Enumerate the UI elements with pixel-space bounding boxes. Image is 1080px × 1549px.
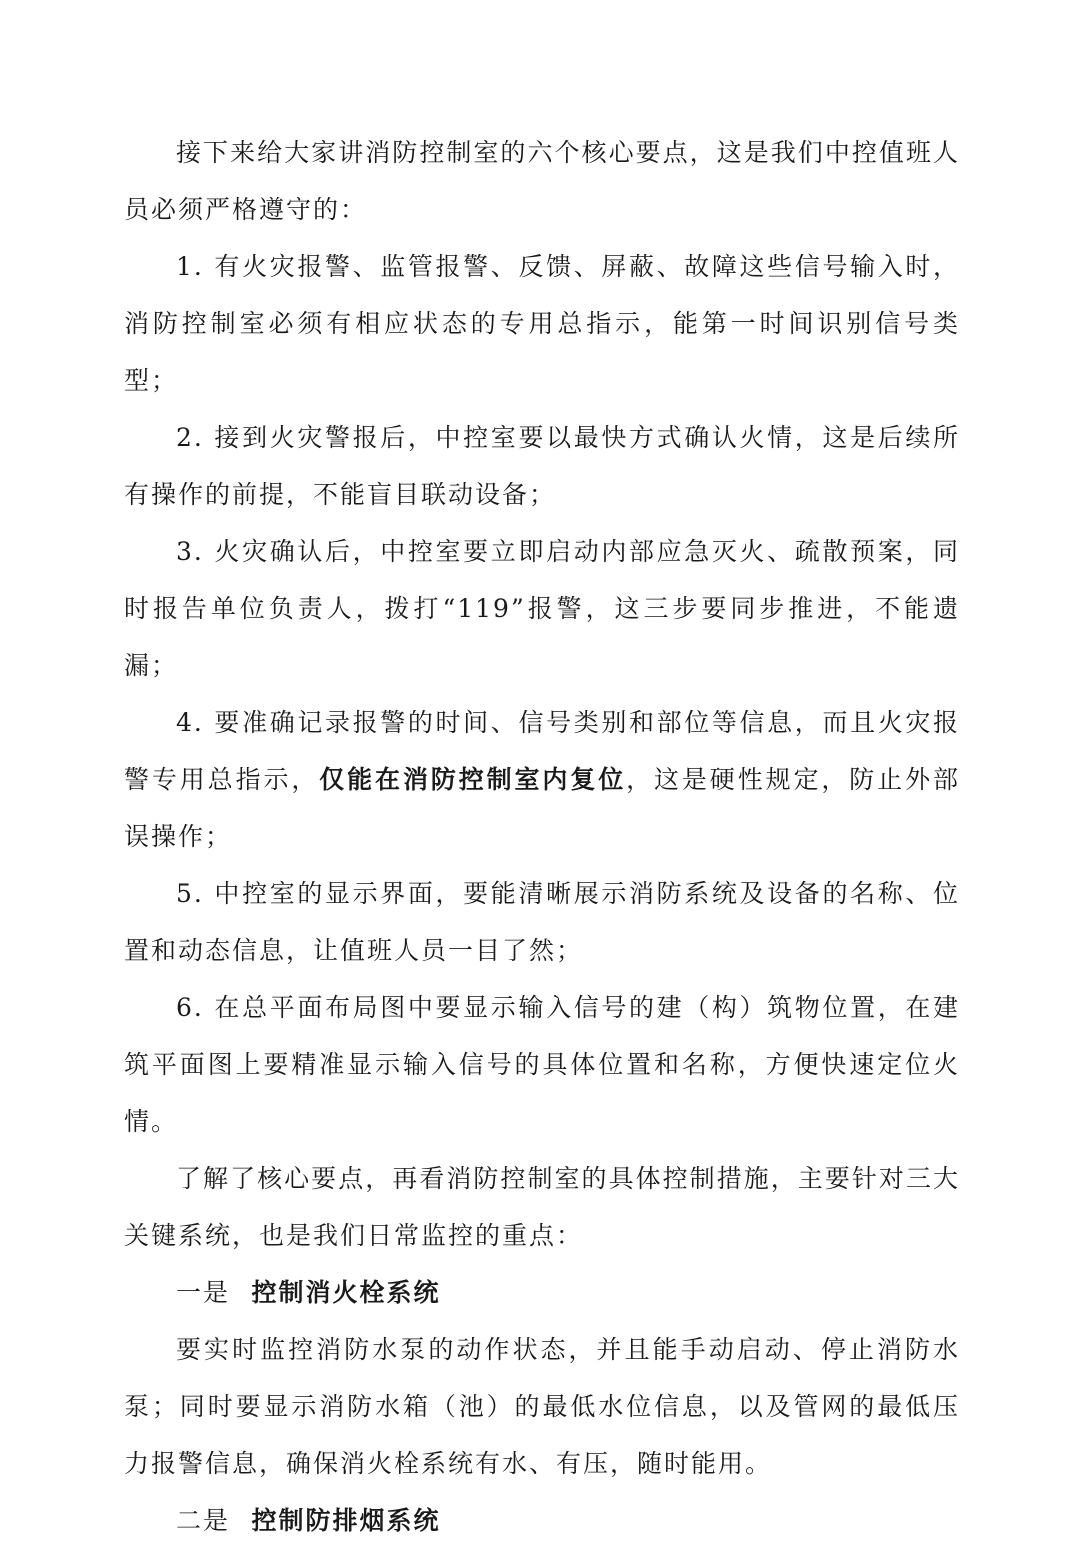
point-2: 2. 接到火灾警报后，中控室要以最快方式确认火情，这是后续所有操作的前提，不能盲目联动设备； — [124, 423, 960, 509]
point-5: 5. 中控室的显示界面，要能清晰展示消防系统及设备的名称、位置和动态信息，让值班人员一目了然； — [124, 879, 960, 965]
section-2-heading — [124, 1492, 960, 1549]
point-3: 3. 火灾确认后，中控室要立即启动内部应急灭火、疏散预案，同时报告单位负责人，拨打“119”报警，这三步要同步推进，不能遗漏； — [124, 537, 960, 680]
transition-paragraph: 了解了核心要点，再看消防控制室的具体控制措施，主要针对三大关键系统，也是我们日常监控的重点： — [124, 1164, 960, 1250]
section-1-heading — [124, 1264, 960, 1321]
point-1: 1. 有火灾报警、监管报警、反馈、屏蔽、故障这些信号输入时，消防控制室必须有相应状态的专用总指示，能第一时间识别信号类型； — [124, 252, 960, 395]
section-2-label: 二是 — [176, 1506, 231, 1535]
point-4-text-after: ，这是硬性规定，防止外部误操作； — [124, 765, 960, 851]
point-4 — [124, 694, 960, 865]
point-4-text-before: 4. 要准确记录报警的时间、信号类别和部位等信息，而且火灾报警专用总指示， — [124, 708, 960, 794]
section-1-title: 控制消火栓系统 — [251, 1278, 441, 1307]
section-1-body: 要实时监控消防水泵的动作状态，并且能手动启动、停止消防水泵；同时要显示消防水箱（池）的最低水位信息，以及管网的最低压力报警信息，确保消火栓系统有水、有压，随时能用。 — [124, 1335, 960, 1478]
intro-paragraph: 接下来给大家讲消防控制室的六个核心要点，这是我们中控值班人员必须严格遵守的： — [124, 138, 960, 224]
document-body — [124, 124, 960, 1549]
section-1-label: 一是 — [176, 1278, 231, 1307]
point-4-emphasis: 仅能在消防控制室内复位 — [319, 765, 627, 794]
section-2-title: 控制防排烟系统 — [251, 1506, 441, 1535]
point-6: 6. 在总平面布局图中要显示输入信号的建（构）筑物位置，在建筑平面图上要精准显示输入信号的具体位置和名称，方便快速定位火情。 — [124, 993, 960, 1136]
